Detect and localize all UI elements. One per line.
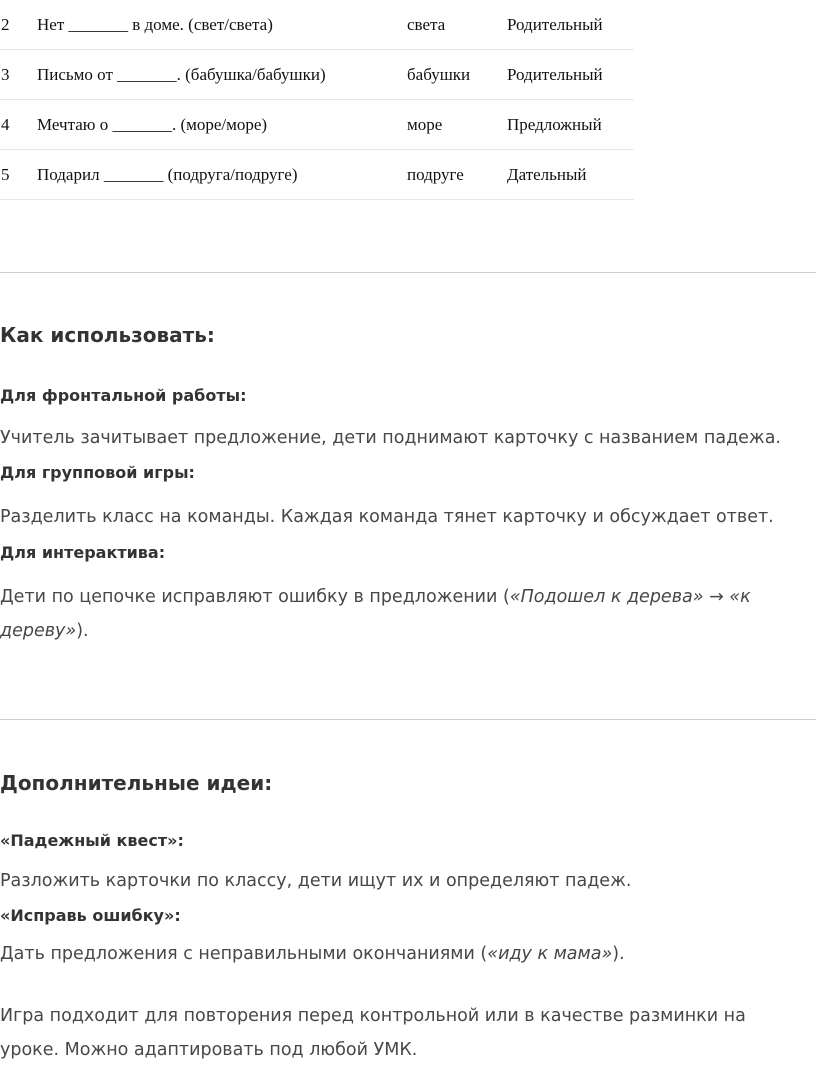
row-case: Предложный [507,100,634,150]
quest-heading: «Падежный квест»: [0,831,184,850]
fix-prefix: Дать предложения с неправильными окончаниями ( [0,944,488,964]
group-text: Разделить класс на команды. Каждая команда тянет карточку и обсуждает ответ. [0,507,774,527]
interactive-example: «Подошел к дерева» → «к дереву» [0,587,751,641]
row-case: Родительный [507,0,634,50]
table-row [0,100,634,150]
row-number: 4 [0,100,37,150]
interactive-suffix: ). [76,621,89,641]
table-row [0,150,634,200]
fix-text [0,937,625,971]
row-sentence: Нет _______ в доме. (свет/света) [37,0,407,50]
row-case: Родительный [507,50,634,100]
row-answer: бабушки [407,50,507,100]
interactive-text [0,580,790,648]
usage-heading: Как использовать: [0,323,215,347]
quest-text: Разложить карточки по классу, дети ищут их и определяют падеж. [0,871,632,891]
row-sentence: Письмо от _______. (бабушка/бабушки) [37,50,407,100]
frontal-text: Учитель зачитывает предложение, дети поднимают карточку с названием падежа. [0,428,781,448]
row-answer: света [407,0,507,50]
ideas-heading: Дополнительные идеи: [0,771,273,795]
frontal-heading: Для фронтальной работы: [0,386,247,405]
row-sentence: Подарил _______ (подруга/подруге) [37,150,407,200]
closing-text: Игра подходит для повторения перед контрольной или в качестве разминки на уроке. Можно адаптировать под любой УМК. [0,1006,746,1060]
row-number: 3 [0,50,37,100]
table-row [0,50,634,100]
row-sentence: Мечтаю о _______. (море/море) [37,100,407,150]
row-number: 2 [0,0,37,50]
interactive-heading: Для интерактива: [0,543,166,562]
table-row [0,0,634,50]
case-exercise-table [0,0,634,200]
fix-suffix: ). [612,944,625,964]
fix-example: «иду к мама» [487,944,613,964]
row-case: Дательный [507,150,634,200]
row-answer: подруге [407,150,507,200]
interactive-prefix: Дети по цепочке исправляют ошибку в предложении ( [0,587,510,607]
table-body [0,0,634,200]
section-divider [0,719,816,720]
row-answer: море [407,100,507,150]
group-heading: Для групповой игры: [0,463,195,482]
fix-heading: «Исправь ошибку»: [0,906,181,925]
row-number: 5 [0,150,37,200]
section-divider [0,272,816,273]
